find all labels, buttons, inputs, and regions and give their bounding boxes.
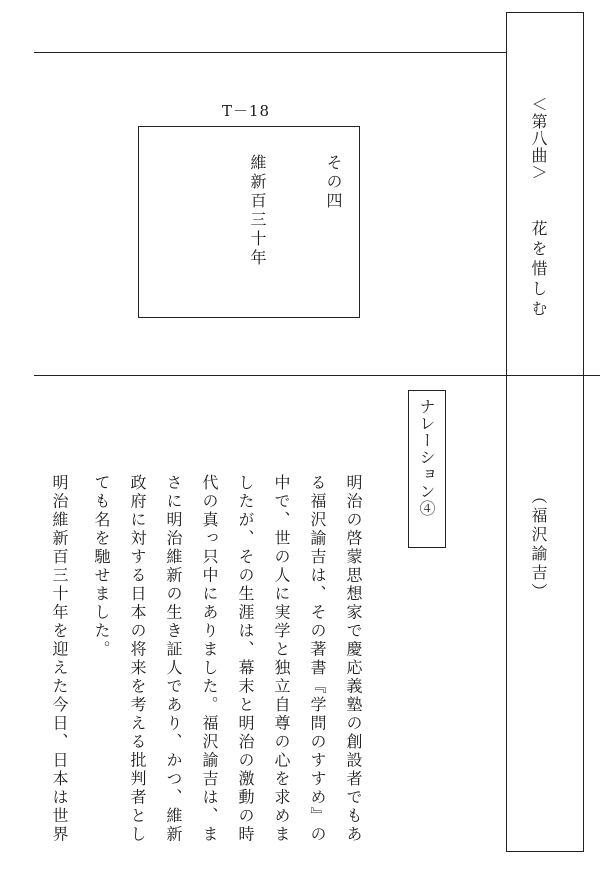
narration-line: る福沢諭吉は、その著書『学問のすすめ』の	[308, 474, 327, 844]
narration-line: 中で、世の人に実学と独立自尊の心を求めま	[272, 474, 291, 844]
narration-line: 政府に対する日本の将来を考える批判者とし	[128, 474, 147, 844]
top-divider-line	[34, 52, 506, 53]
author-name: （福沢諭吉）	[529, 488, 548, 602]
chapter-label: ＜第八曲＞	[529, 96, 548, 181]
narration-label: ナレーション④	[417, 398, 436, 517]
section-code: T－18	[222, 102, 271, 120]
narration-line: 代の真っ只中にありました。福沢諭吉は、ま	[200, 474, 219, 844]
narration-line: 明治の啓蒙思想家で慶応義塾の創設者でもあ	[344, 474, 363, 844]
narration-line: ても名を馳せました。	[92, 474, 111, 659]
chapter-title: 花を惜しむ	[529, 220, 548, 320]
section-subtitle: その四	[324, 154, 343, 211]
narration-line: したが、その生涯は、幕末と明治の激動の時	[236, 474, 255, 844]
section-name: 維新百三十年	[248, 154, 267, 268]
narration-line: 明治維新百三十年を迎えた今日、日本は世界	[50, 474, 69, 844]
narration-line: さに明治維新の生き証人であり、かつ、維新	[164, 474, 183, 844]
